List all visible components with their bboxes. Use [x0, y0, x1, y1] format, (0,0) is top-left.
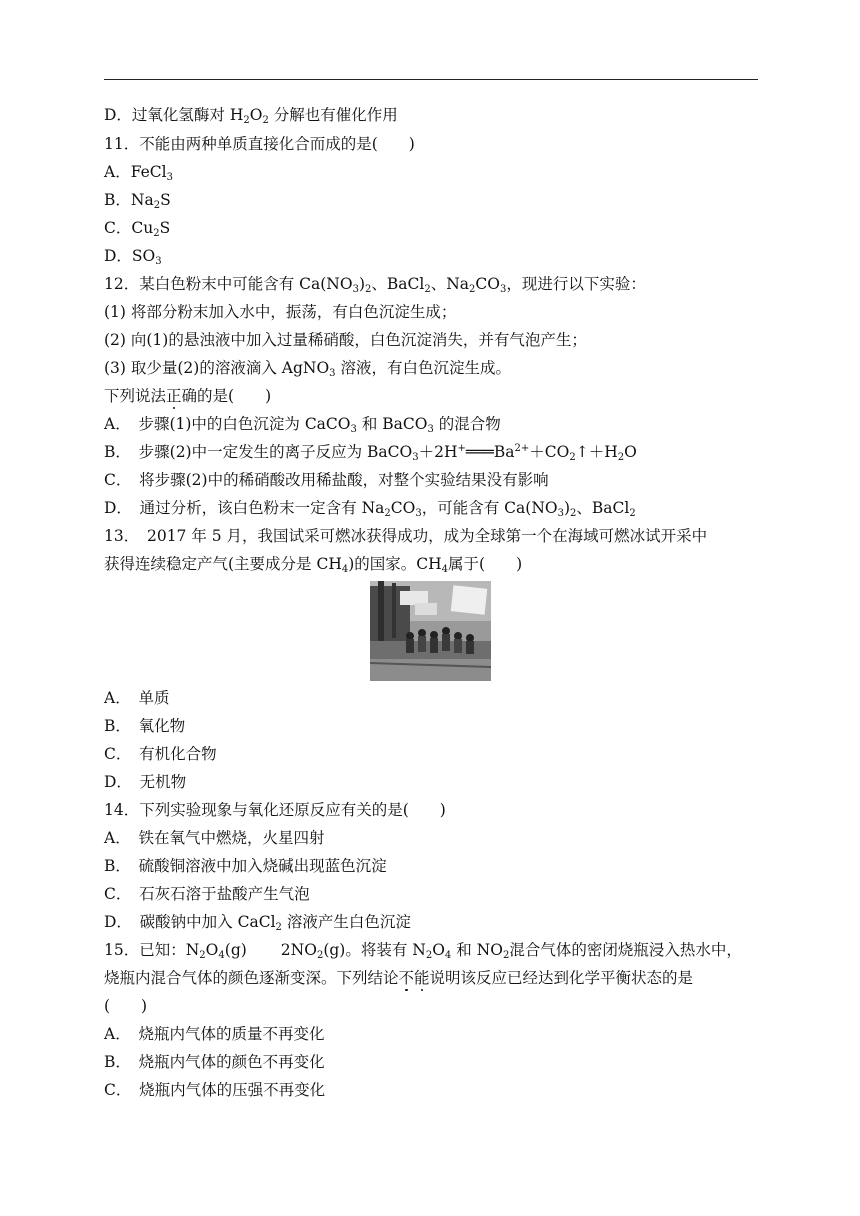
q14-option-b: B． 硫酸铜溶液中加入烧碱出现蓝色沉淀: [104, 857, 387, 875]
q14-option-d: D． 碳酸钠中加入 CaCl$_2$ 溶液产生白色沉淀: [104, 913, 411, 933]
q12-stem: 12．某白色粉末中可能含有 $Ca(NO_3)_2$、BaCl$_2$、$Na_2CO_3$，现进行以下实验：: [104, 275, 646, 295]
q15-stem-line2: 烧瓶内混合气体的颜色逐渐变深。下列结论不能说明该反应已经达到化学平衡状态的是: [104, 969, 694, 987]
q12-step-1: (1) 将部分粉末加入水中，振荡，有白色沉淀生成；: [104, 303, 457, 321]
q14-option-c: C． 石灰石溶于盐酸产生气泡: [104, 885, 310, 903]
q13-option-d: D． 无机物: [104, 773, 187, 791]
q15-stem-line1: 15．已知：$N_2O_4(g)$ $2NO_2(g)$。将装有 $N_2O_4$ 和 $NO_2$混合气体的密闭烧瓶浸入热水中，: [104, 941, 742, 961]
q10-option-d: D．过氧化氢酶对 $H_2O_2$ 分解也有催化作用: [104, 106, 398, 126]
q12-question: 下列说法正确的是( ): [104, 387, 272, 405]
q15-option-a: A． 烧瓶内气体的质量不再变化: [104, 1025, 325, 1043]
q15-option-b: B． 烧瓶内气体的颜色不再变化: [104, 1053, 325, 1071]
q12-option-b: B． 步骤(2)中一定发生的离子反应为 $BaCO_3+2H^+═══Ba^{2+}+CO_2↑+H_2O$: [104, 443, 637, 463]
q12-option-d: D． 通过分析，该白色粉末一定含有 $Na_2CO_3$，可能含有 $Ca(NO_3)_2$、BaCl$_2$: [104, 499, 636, 519]
q11-option-c: C．$Cu_2S$: [104, 219, 171, 239]
q13-option-a: A． 单质: [104, 689, 170, 707]
q12-option-a: A． 步骤(1)中的白色沉淀为 CaCO$_3$ 和 BaCO$_3$ 的混合物: [104, 415, 501, 435]
q13-stem-line1: 13． 2017 年 5 月，我国试采可燃冰获得成功，成为全球第一个在海域可燃冰试开采中: [104, 527, 708, 545]
q13-option-c: C． 有机化合物: [104, 745, 217, 763]
q12-step-2: (2) 向(1)的悬浊液中加入过量稀硝酸，白色沉淀消失，并有气泡产生；: [104, 331, 587, 349]
q15-option-c: C． 烧瓶内气体的压强不再变化: [104, 1081, 326, 1099]
q14-option-a: A． 铁在氧气中燃烧，火星四射: [104, 829, 325, 847]
q14-stem: 14．下列实验现象与氧化还原反应有关的是( ): [104, 801, 446, 819]
q12-step-3: (3) 取少量(2)的溶液滴入 AgNO$_3$ 溶液，有白色沉淀生成。: [104, 359, 511, 379]
q15-stem-line3: ( ): [104, 997, 148, 1015]
q13-stem-line2: 获得连续稳定产气(主要成分是 $CH_4$)的国家。$CH_4$属于( ): [104, 555, 523, 575]
gas-hydrate-photo: [370, 581, 491, 681]
header-rule: [104, 79, 758, 80]
q12-option-c: C． 将步骤(2)中的稀硝酸改用稀盐酸，对整个实验结果没有影响: [104, 471, 549, 489]
q11-option-b: B．$Na_2S$: [104, 191, 171, 211]
q11-option-a: A．FeCl$_3$: [104, 163, 173, 183]
q13-option-b: B． 氧化物: [104, 717, 186, 735]
q11-option-d: D．$SO_3$: [104, 247, 162, 267]
q11-stem: 11．不能由两种单质直接化合而成的是( ): [104, 135, 415, 153]
